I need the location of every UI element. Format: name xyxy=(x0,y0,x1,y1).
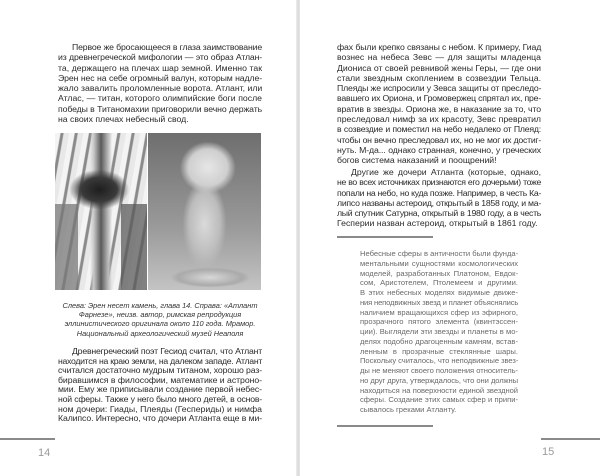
text-line: Фарнезе», неизв. автор, римская репродукция xyxy=(78,310,242,320)
text-line: ния неподвижных звезд и планет объяснялись xyxy=(360,297,519,307)
text-line: вратив в звезды. Ориона же, в наказание за то, что xyxy=(337,103,541,114)
text-line: попали на небо, но куда позже. Например, в честь Ка- xyxy=(337,187,541,198)
text-line: Плеяды же испросили у Зевса защиты от преследо- xyxy=(337,83,542,94)
text-line: Другие же дочери Атланта (которые, однако, xyxy=(351,167,541,177)
text-line: эллинистического оригинала около 110 года. Мрамор. xyxy=(64,319,256,329)
text-line: из древнегреческой мифологии — это образ Атлан- xyxy=(58,52,262,63)
page-number: 14 xyxy=(38,447,51,459)
text-line: не во всех источниках признаются его дочерьми) тоже xyxy=(337,177,541,188)
footer-rule xyxy=(541,438,600,440)
text-line: находится на краю земли, на далеком западе. Атлант xyxy=(58,355,262,366)
text-line: Гесперии назван астероид, открытый в 1861 году. xyxy=(337,218,538,229)
text-line: ментальными сущностями космологических xyxy=(360,258,518,268)
text-line: ной сферы. Также у него было много детей, в основ- xyxy=(58,393,262,404)
sidenote xyxy=(360,249,518,415)
text-line: делях подобно драгоценным камням, встав- xyxy=(360,336,518,346)
text-line: Поскольку считалось, что неподвижные звез- xyxy=(360,356,519,366)
text-line: сом, Аристотелем, Птолемеем и другими. xyxy=(360,278,518,288)
footer-rule xyxy=(0,438,55,440)
text-line: прозрачного пятого элемента (квинтэссен- xyxy=(360,317,518,327)
text-line: вавшего их Ориона, и Громовержец спрятал их, пре- xyxy=(337,93,541,104)
paragraph-2 xyxy=(58,347,262,424)
text-line: сферы. Создание этих самых сфер и припи- xyxy=(360,395,518,405)
text-line: биравшимся в философии, математике и астроно- xyxy=(58,374,262,385)
text-line: наличием вращающихся сфер из эфирного, xyxy=(360,307,518,317)
text-line: лый спутник Сатурна, открытый в 1980 году, а в честь xyxy=(337,208,541,219)
text-line: на своих плечах небесный свод. xyxy=(58,114,189,125)
text-line: богов система наказаний и поощрений! xyxy=(337,155,497,166)
text-line: та, держащего на плечах шар земной. Именно так xyxy=(58,62,262,73)
text-line: ном дочери: Гиады, Плеяды (Геспериды) и нимфа xyxy=(58,403,262,414)
text-line: нуть. М-да... однако странная, конечно, у греческих xyxy=(337,144,541,155)
text-line: Атлас, — титан, которого олимпийские боги после xyxy=(58,93,262,104)
left-page xyxy=(0,0,296,476)
text-line: липсо названы астероид, открытый в 1858 году, и ма- xyxy=(337,197,541,208)
sidenote-bottom-rule xyxy=(337,425,433,427)
text-line: Диониса от своей ревнивой жены Геры, — где они xyxy=(337,62,541,73)
text-line: Древнегреческий поэт Гесиод считал, что Атлант xyxy=(72,346,262,356)
text-line: Национальный археологический музей Неаполя xyxy=(76,328,244,338)
text-line: жало завалить проломленные ворота. Атлант, или xyxy=(58,83,263,94)
text-line: Эрен нес на себе огромный валун, которым надле- xyxy=(58,72,262,83)
text-line: в созвездие и поместил на небо недалеко от Плеяд: xyxy=(337,124,541,135)
text-line: Калипсо. Интересно, что дочери Атланта еще в ми- xyxy=(58,413,262,424)
paragraph-2 xyxy=(337,167,541,229)
text-line: ды не меняют своего положения относитель- xyxy=(360,366,518,375)
text-line: ции). Выглядели эти звезды и планеты в мо- xyxy=(360,327,518,336)
text-line: но друг друга, утверждалось, что они должны xyxy=(360,375,518,385)
paragraph-1 xyxy=(337,42,541,166)
right-page xyxy=(300,0,600,476)
text-line: фах были крепко связаны с небом. К примеру, Гиад xyxy=(337,42,542,52)
sidenote-top-rule xyxy=(337,236,433,238)
text-line: Первое же бросающееся в глаза заимствование xyxy=(72,42,262,52)
text-line: чтобы он вечно преследовал их, но не мог их достиг- xyxy=(337,134,541,145)
text-line: преследовал нимф за их красоту, Зевс превратил xyxy=(337,114,541,125)
text-line: стали звездным скоплением в созвездии Тельца. xyxy=(337,72,541,83)
figure-caption xyxy=(52,301,268,338)
text-line: Слева: Эрен несет камень, глава 14. Справа: «Атлант xyxy=(62,301,258,310)
text-line: В этих небесных моделях видимые движе- xyxy=(360,288,518,297)
text-line: считался достаточно мудрым титаном, хорошо раз- xyxy=(58,365,263,376)
text-line: вознес на небеса Зевс — для защиты младенца xyxy=(337,52,541,63)
page-number: 15 xyxy=(542,446,555,458)
paragraph-1 xyxy=(58,42,262,124)
text-line: моделей, разработанных Платоном, Евдок- xyxy=(360,268,518,278)
figure-image-farnese-atlas xyxy=(148,133,261,290)
text-line: победы в Титаномахии приговорили вечно держать xyxy=(58,103,262,114)
text-line: находиться на поверхности единой звездной xyxy=(360,385,518,395)
text-line: сывалось греками Атланту. xyxy=(360,405,457,414)
text-line: мии. Ему же приписывали создание первой небес- xyxy=(58,384,262,395)
text-line: ленным в прозрачные стеклянные шары. xyxy=(360,346,518,356)
text-line: Небесные сферы в античности были фунда- xyxy=(360,249,519,258)
figure-image-eren-carrying-boulder xyxy=(55,133,147,290)
